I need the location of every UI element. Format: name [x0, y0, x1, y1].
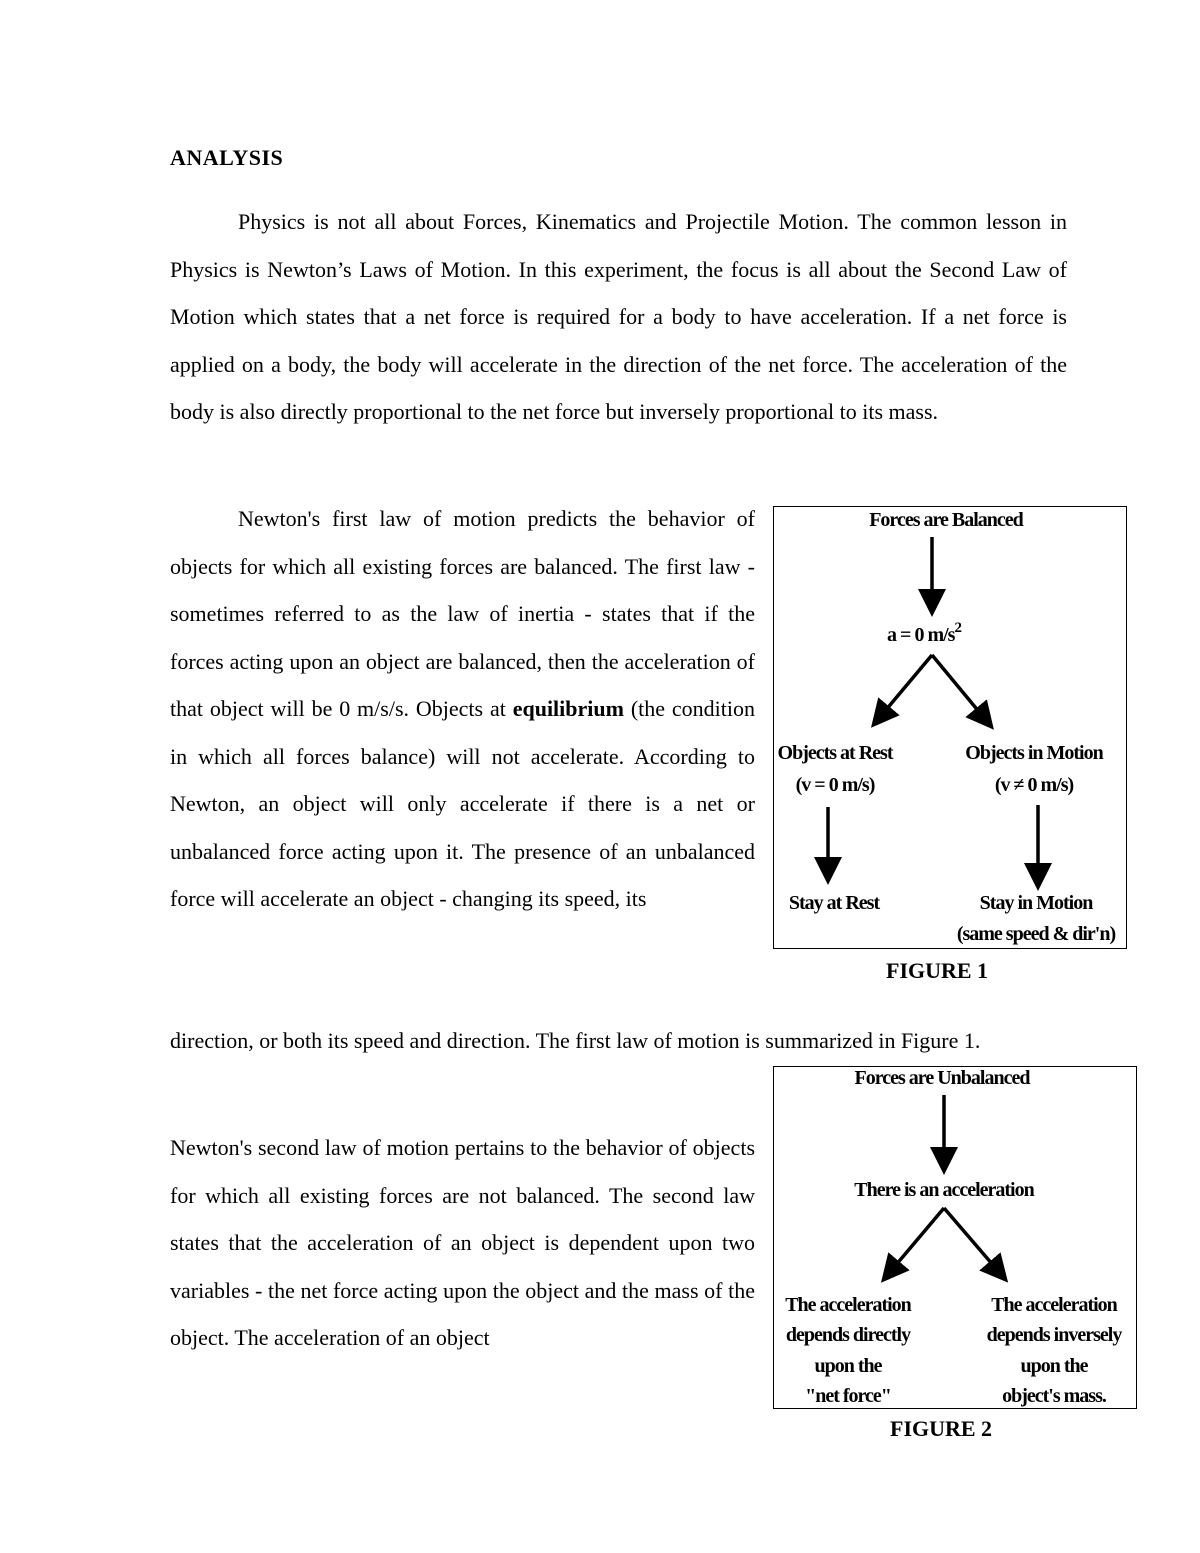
paragraph-intro-text: Physics is not all about Forces, Kinematics and Projectile Motion. The common lesson in Physics is Newton’s Laws of Motion. In this experiment, the focus is all about the Second Law of Motion which states that a net force is required for a body to have acceleration. If a net force is applied on a body, the body will accelerate in the direction of the net force. The acceleration of the body is also directly proportional to the net force but inversely proportional to its mass.	[170, 209, 1067, 424]
fig2-right-line-4: object's mass.	[1002, 1385, 1106, 1407]
figure-1-caption: FIGURE 1	[886, 958, 989, 983]
fig1-right-title: Objects in Motion	[965, 742, 1103, 764]
fig2-right-line-3: upon the	[1020, 1355, 1088, 1377]
fig2-acceleration-label: There is an acceleration	[854, 1179, 1034, 1201]
fig2-arrow-left	[890, 1208, 944, 1272]
term-equilibrium: equilibrium	[512, 696, 624, 721]
paragraph-intro	[170, 198, 1067, 436]
fig2-left-line-3: upon the	[814, 1355, 882, 1377]
figure-2-diagram	[774, 1067, 1136, 1408]
fig1-top-label: Forces are Balanced	[869, 509, 1023, 531]
fig2-top-label: Forces are Unbalanced	[854, 1067, 1030, 1089]
fig2-left-line-4: "net force"	[805, 1385, 891, 1407]
fig1-arrow-right	[932, 655, 985, 719]
fig2-right-line-2: depends inversely	[986, 1324, 1122, 1346]
fig1-arrow-left	[880, 655, 932, 717]
figure-1-flowchart	[773, 506, 1127, 949]
section-heading: ANALYSIS	[170, 145, 284, 170]
fig1-left-result: Stay at Rest	[788, 892, 880, 914]
paragraph-second-law: Newton's second law of motion pertains to the behavior of objects for which all existing forces are not balanced. The second law states that the acceleration of an object is dependent upon two variables - the net force acting upon the object and the mass of the object. The acceleration of an object	[170, 1135, 755, 1350]
fig2-left-line-2: depends directly	[785, 1324, 911, 1346]
fig1-right-sub: (v ≠ 0 m/s)	[994, 774, 1074, 796]
fig2-left-line-1: The acceleration	[785, 1294, 911, 1316]
figure-2-flowchart	[773, 1066, 1137, 1409]
fig1-right-result: Stay in Motion	[979, 892, 1093, 914]
figure-2-caption: FIGURE 2	[890, 1416, 993, 1441]
paragraph-first-law-text-rest: (the condition in which all forces balance) will not accelerate. According to Newton, an object will only accelerate if there is a net or unbalanced force acting upon it. The presence of an unbalanced force will accelerate an object - changing its speed, its	[170, 696, 755, 911]
figure-1-diagram	[774, 507, 1126, 948]
fig1-acceleration-label: a = 0 $m/s^2$	[887, 620, 961, 646]
fig2-right-line-1: The acceleration	[991, 1294, 1117, 1316]
fig1-right-result-sub: (same speed & dir'n)	[956, 923, 1116, 945]
fig1-left-title: Objects at Rest	[777, 742, 893, 764]
fig2-arrow-right	[944, 1208, 999, 1272]
paragraph-first-law	[170, 495, 755, 923]
paragraph-first-law-tail: direction, or both its speed and direction. The first law of motion is summarized in Figure 1.	[170, 1028, 981, 1053]
fig1-left-sub: (v = 0 m/s)	[795, 774, 875, 796]
paragraph-first-law-text: Newton's first law of motion predicts the behavior of objects for which all existing forces are balanced. The first law - sometimes referred to as the law of inertia - states that if the forces acting upon an object are balanced, then the acceleration of that object will be 0 m/s/s. Objects at	[170, 506, 755, 721]
